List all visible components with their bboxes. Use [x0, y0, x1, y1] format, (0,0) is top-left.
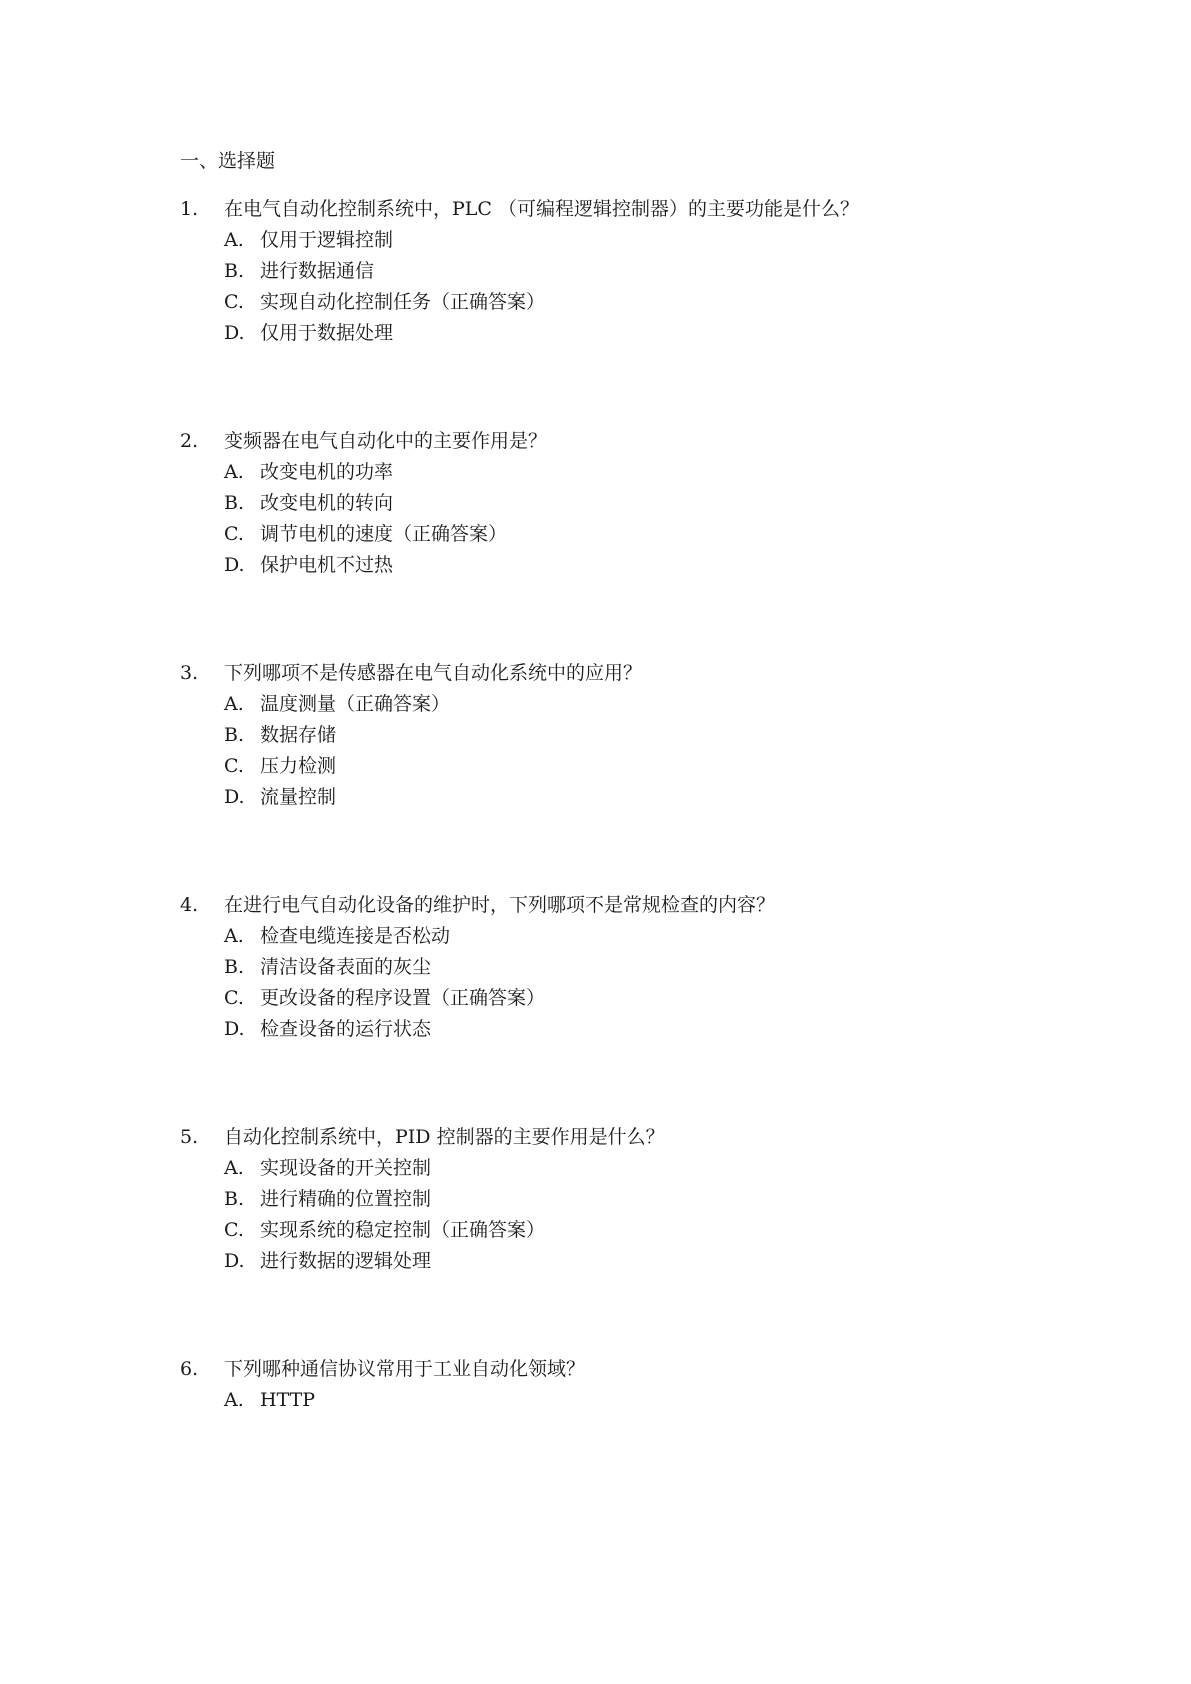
question-text: 在进行电气自动化设备的维护时，下列哪项不是常规检查的内容？: [224, 894, 776, 916]
option-label: B.: [224, 1188, 245, 1210]
option-text: 调节电机的速度（正确答案）: [260, 523, 508, 545]
question-text: 下列哪项不是传感器在电气自动化系统中的应用？: [224, 662, 643, 684]
option-c: [180, 521, 1080, 547]
question-1: [180, 196, 1080, 346]
question-6: [180, 1356, 1080, 1413]
question-text: 在电气自动化控制系统中，PLC （可编程逻辑控制器）的主要功能是什么？: [224, 198, 859, 220]
option-label: C.: [224, 1219, 244, 1241]
option-text: HTTP: [260, 1389, 316, 1411]
question-stem: [180, 892, 1080, 918]
option-text: 清洁设备表面的灰尘: [260, 956, 432, 978]
question-number: 4.: [180, 894, 199, 916]
option-text: 实现设备的开关控制: [260, 1157, 432, 1179]
question-number: 3.: [180, 662, 199, 684]
option-label: A.: [224, 1157, 244, 1179]
option-text: 检查电缆连接是否松动: [260, 925, 451, 947]
question-text: 自动化控制系统中，PID 控制器的主要作用是什么？: [224, 1126, 665, 1148]
option-d: [180, 320, 1080, 346]
question-stem: [180, 428, 1080, 454]
question-stem: [180, 196, 1080, 222]
option-text: 仅用于数据处理: [260, 322, 394, 344]
option-text: 仅用于逻辑控制: [260, 229, 394, 251]
option-text: 压力检测: [260, 755, 337, 777]
option-label: A.: [224, 693, 244, 715]
question-number: 1.: [180, 198, 199, 220]
option-text: 实现自动化控制任务（正确答案）: [260, 291, 546, 313]
option-text: 更改设备的程序设置（正确答案）: [260, 987, 546, 1009]
question-text: 变频器在电气自动化中的主要作用是？: [224, 430, 548, 452]
option-a: [180, 1387, 1080, 1413]
option-label: C.: [224, 987, 244, 1009]
option-b: [180, 490, 1080, 516]
option-a: [180, 691, 1080, 717]
question-2: [180, 428, 1080, 578]
option-text: 实现系统的稳定控制（正确答案）: [260, 1219, 546, 1241]
option-label: C.: [224, 755, 244, 777]
option-d: [180, 784, 1080, 810]
option-d: [180, 1248, 1080, 1274]
option-c: [180, 1217, 1080, 1243]
question-3: [180, 660, 1080, 810]
option-d: [180, 552, 1080, 578]
option-text: 进行数据通信: [260, 260, 375, 282]
question-number: 2.: [180, 430, 199, 452]
option-text: 检查设备的运行状态: [260, 1018, 432, 1040]
option-label: B.: [224, 956, 245, 978]
option-label: A.: [224, 1389, 244, 1411]
option-a: [180, 227, 1080, 253]
option-label: C.: [224, 291, 244, 313]
option-text: 进行数据的逻辑处理: [260, 1250, 432, 1272]
option-label: A.: [224, 925, 244, 947]
option-a: [180, 459, 1080, 485]
option-text: 改变电机的转向: [260, 492, 394, 514]
question-number: 6.: [180, 1358, 199, 1380]
option-text: 保护电机不过热: [260, 554, 394, 576]
question-stem: [180, 660, 1080, 686]
option-label: B.: [224, 724, 245, 746]
option-a: [180, 923, 1080, 949]
option-text: 流量控制: [260, 786, 337, 808]
option-label: D.: [224, 786, 245, 808]
option-text: 进行精确的位置控制: [260, 1188, 432, 1210]
question-number: 5.: [180, 1126, 199, 1148]
option-a: [180, 1155, 1080, 1181]
question-stem: [180, 1356, 1080, 1382]
option-b: [180, 1186, 1080, 1212]
option-d: [180, 1016, 1080, 1042]
option-label: D.: [224, 1018, 245, 1040]
option-label: B.: [224, 492, 245, 514]
option-c: [180, 289, 1080, 315]
question-5: [180, 1124, 1080, 1274]
option-c: [180, 985, 1080, 1011]
option-text: 改变电机的功率: [260, 461, 394, 483]
section-title: 一、选择题: [180, 150, 276, 172]
question-4: [180, 892, 1080, 1042]
option-text: 数据存储: [260, 724, 337, 746]
option-label: B.: [224, 260, 245, 282]
option-label: D.: [224, 1250, 245, 1272]
option-label: A.: [224, 229, 244, 251]
option-label: D.: [224, 322, 245, 344]
option-b: [180, 722, 1080, 748]
option-label: D.: [224, 554, 245, 576]
option-text: 温度测量（正确答案）: [260, 693, 451, 715]
option-label: A.: [224, 461, 244, 483]
option-c: [180, 753, 1080, 779]
option-b: [180, 258, 1080, 284]
option-b: [180, 954, 1080, 980]
question-text: 下列哪种通信协议常用于工业自动化领域？: [224, 1358, 586, 1380]
option-label: C.: [224, 523, 244, 545]
question-stem: [180, 1124, 1080, 1150]
